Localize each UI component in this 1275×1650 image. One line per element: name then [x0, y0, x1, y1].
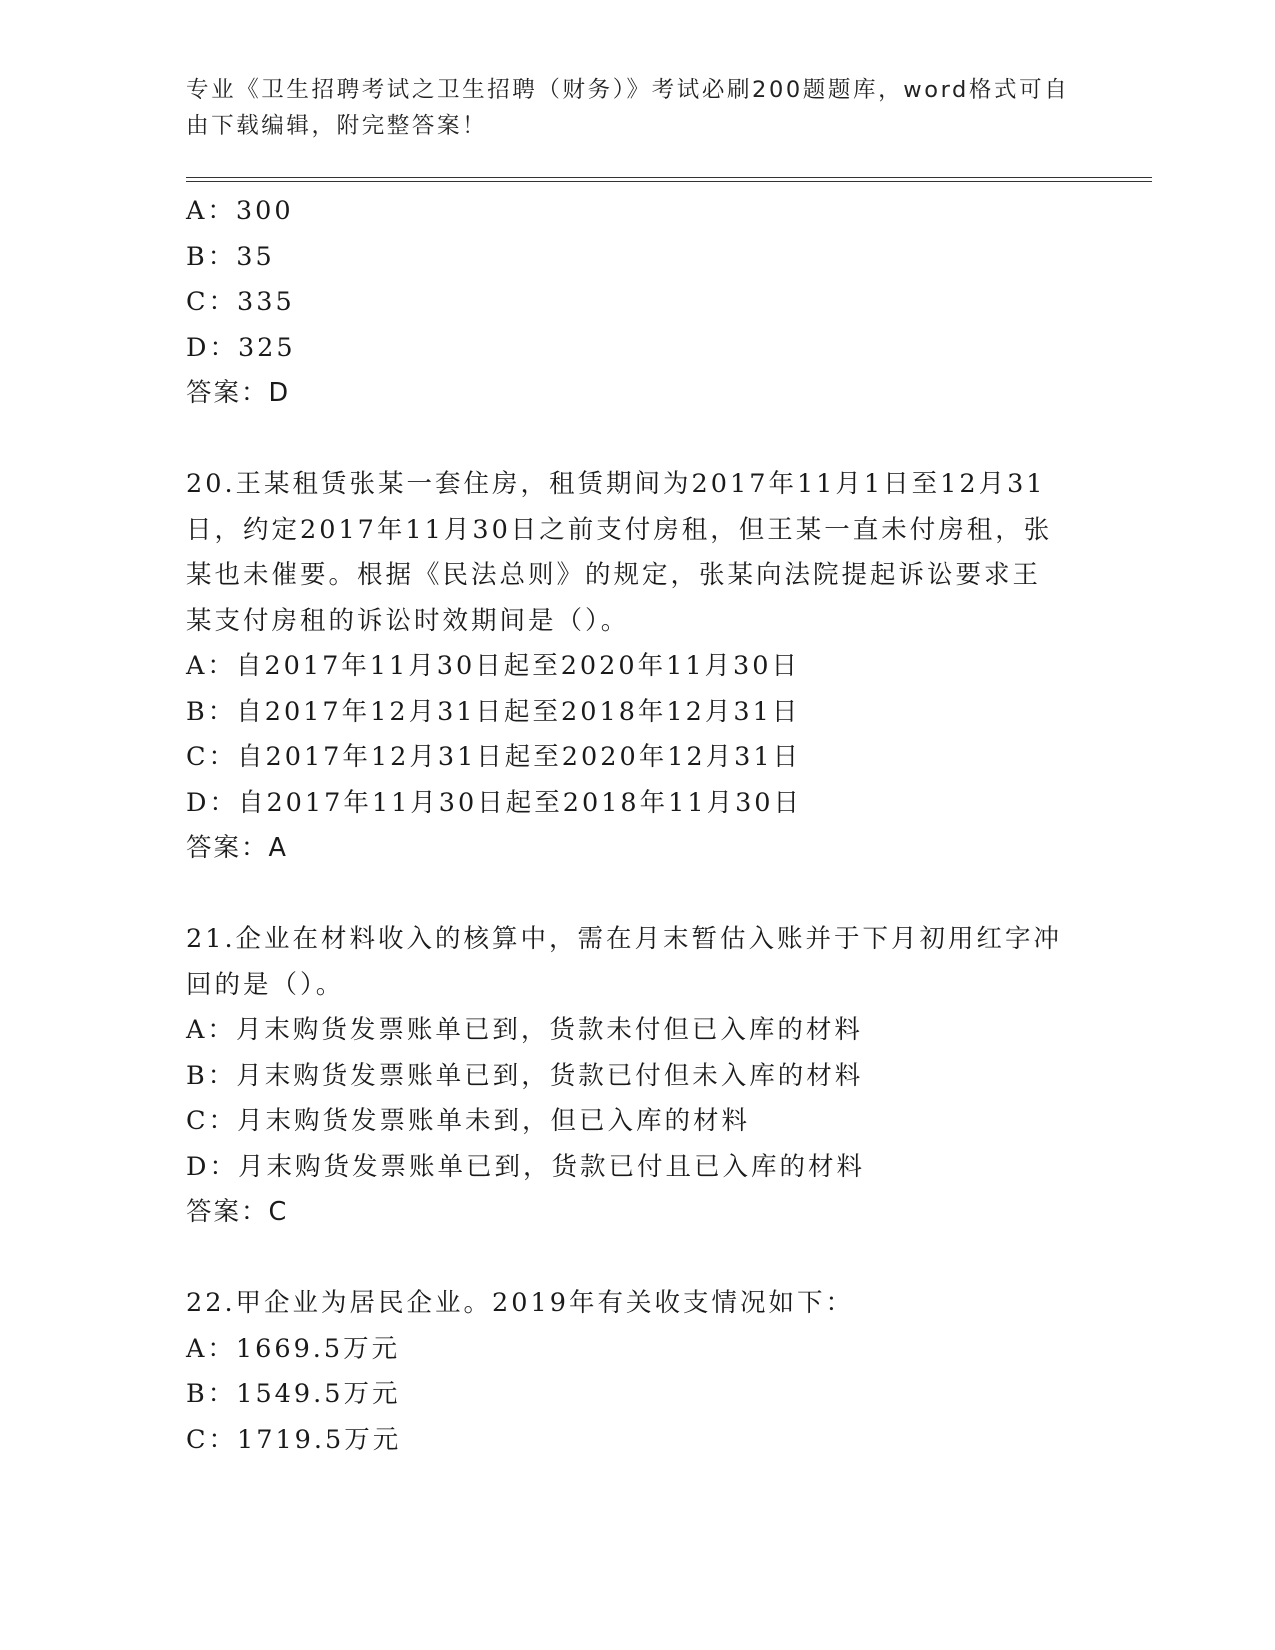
- spacer: [186, 417, 1152, 463]
- option-b: B：35: [186, 241, 275, 272]
- option-d: D：325: [186, 332, 296, 363]
- answer-line: 答案：D: [186, 378, 291, 408]
- document-header: 专业《卫生招聘考试之卫生招聘（财务）》考试必刷200题题库，word格式可自由下载编辑，附完整答案！: [186, 77, 1070, 139]
- question-stem-line: 某也未催要。根据《民法总则》的规定，张某向法院提起诉讼要求王: [186, 560, 1042, 590]
- answer-line: 答案：A: [186, 833, 288, 863]
- question-stem-line: 21.企业在材料收入的核算中，需在月末暂估入账并于下月初用红字冲: [186, 924, 1063, 954]
- spacer: [186, 872, 1152, 918]
- question-stem-line: 日，约定2017年11月30日之前支付房租，但王某一直未付房租，张: [186, 514, 1053, 545]
- header-divider: [186, 177, 1152, 182]
- spacer: [186, 1236, 1152, 1282]
- option-a: A：自2017年11月30日起至2020年11月30日: [186, 651, 800, 681]
- option-d: D：自2017年11月30日起至2018年11月30日: [186, 787, 803, 818]
- option-a: A：300: [186, 196, 294, 226]
- option-c: C：335: [186, 287, 295, 317]
- option-a: A：月末购货发票账单已到，货款未付但已入库的材料: [186, 1015, 863, 1045]
- option-b: B：自2017年12月31日起至2018年12月31日: [186, 696, 801, 727]
- question-stem-line: 回的是（）。: [186, 969, 345, 1000]
- question-19: [186, 189, 1152, 417]
- option-b: B：月末购货发票账单已到，货款已付但未入库的材料: [186, 1060, 864, 1091]
- question-20: [186, 462, 1152, 872]
- question-21: [186, 917, 1152, 1236]
- question-stem-line: 某支付房租的诉讼时效期间是（）。: [186, 605, 630, 636]
- question-stem-line: 22.甲企业为居民企业。2019年有关收支情况如下：: [186, 1288, 854, 1318]
- option-a: A：1669.5万元: [186, 1333, 401, 1364]
- question-stem-line: 20.王某租赁张某一套住房，租赁期间为2017年11月1日至12月31: [186, 469, 1046, 499]
- option-b: B：1549.5万元: [186, 1379, 401, 1409]
- option-d: D：月末购货发票账单已到，货款已付且已入库的材料: [186, 1151, 865, 1182]
- option-c: C：自2017年12月31日起至2020年12月31日: [186, 742, 802, 772]
- question-content: [186, 189, 1152, 1463]
- option-c: C：1719.5万元: [186, 1424, 402, 1455]
- question-22: [186, 1281, 1152, 1463]
- answer-line: 答案：C: [186, 1197, 289, 1227]
- option-c: C：月末购货发票账单未到，但已入库的材料: [186, 1106, 751, 1136]
